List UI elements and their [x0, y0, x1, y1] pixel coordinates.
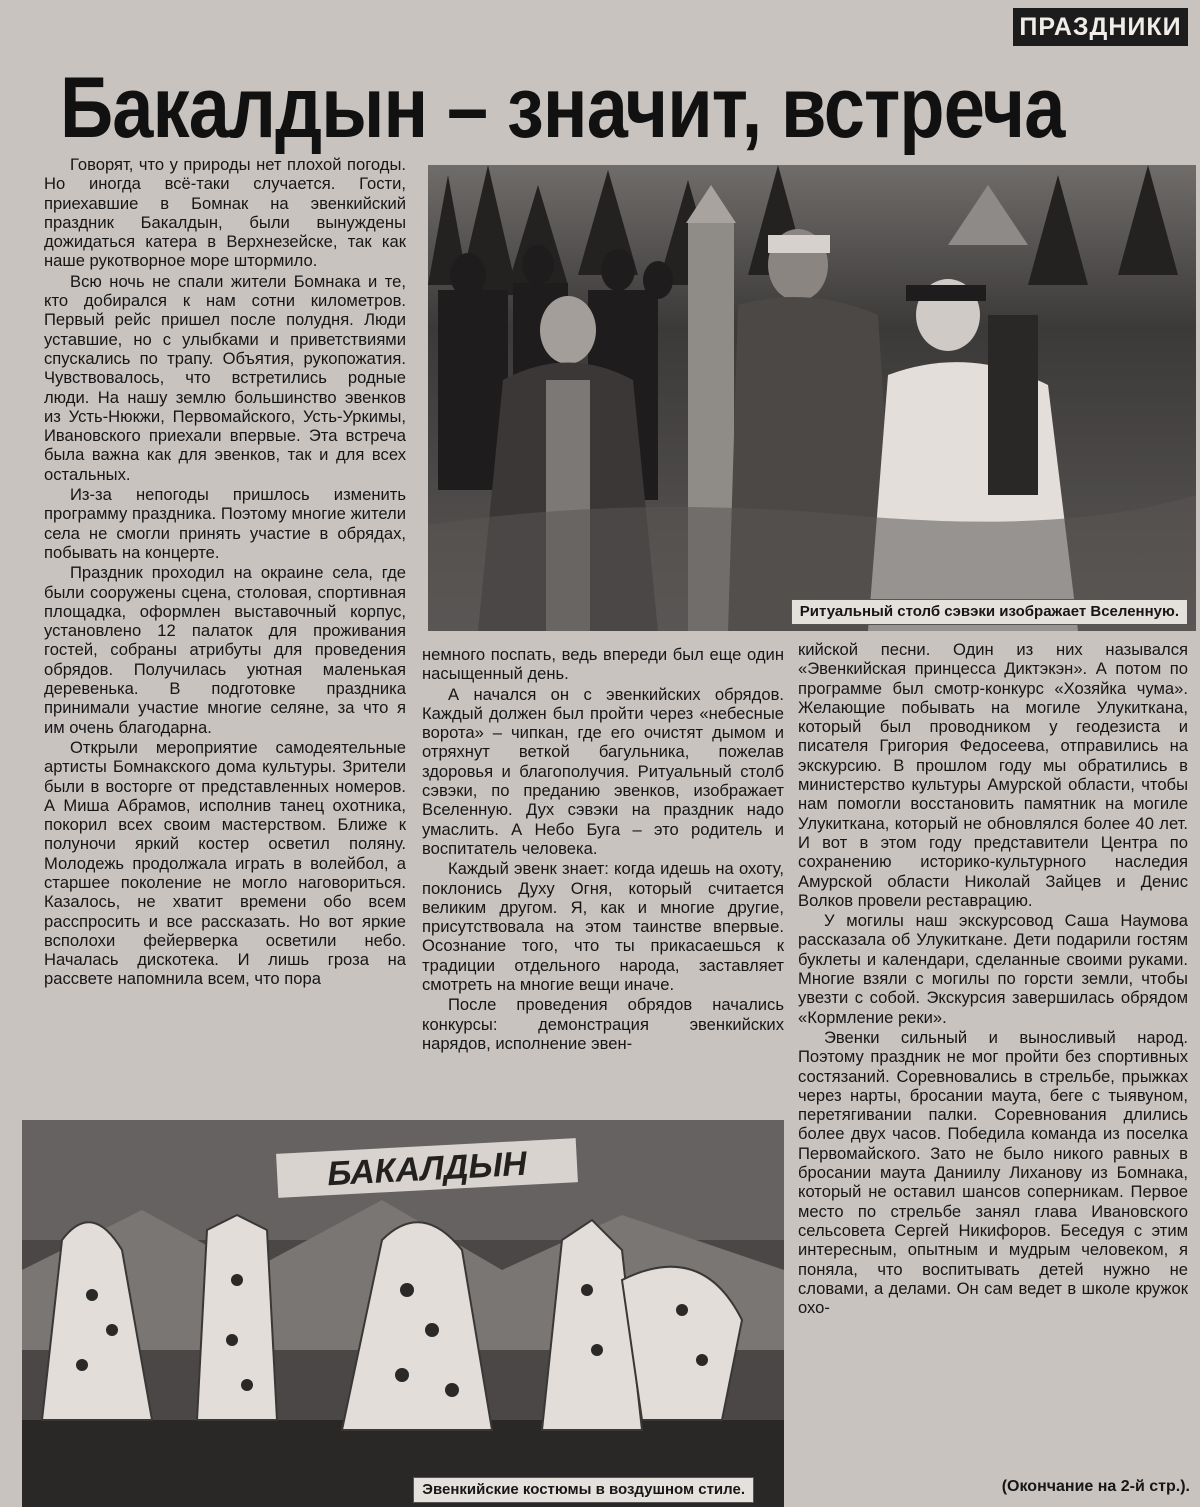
paragraph: После проведения обрядов начались конкурсы: демонстрация эвенкийских нарядов, исполнение эвен-: [422, 995, 784, 1053]
costumes-photo: [22, 1120, 784, 1507]
paragraph: У могилы наш экскурсовод Саша Наумова рассказала об Улукиткане. Дети подарили гостям буклеты и календари, сделанные своими руками. Многие взяли с могилы по горсти земли, чтобы увезти с собой. Экскурсия завершилась обрядом «Кормление реки».: [798, 911, 1188, 1027]
ritual-photo: [428, 165, 1196, 631]
section-rubric: ПРАЗДНИКИ: [1013, 8, 1188, 46]
photo-caption: Эвенкийские костюмы в воздушном стиле.: [413, 1477, 754, 1503]
paragraph: Из-за непогоды пришлось изменить программу праздника. Поэтому многие жители села не смогли принять участие в обрядах, побывать на концерте.: [44, 485, 406, 562]
text-column-2: [422, 645, 784, 1054]
paragraph: Говорят, что у природы нет плохой погоды. Но иногда всё-таки случается. Гости, приехавшие в Бомнак на эвенкийский праздник Бакалдын, были вынуждены дожидаться катера в Верхнезейске, так как наше рукотворное море штормило.: [44, 155, 406, 271]
article-headline: Бакалдын – значит, встреча: [60, 60, 1065, 156]
paragraph: Праздник проходил на окраине села, где были сооружены сцена, столовая, спортивная площадка, оформлен выставочный корпус, установлено 12 палаток для проживания гостей, собраны атрибуты для проведения обрядов. Получилась уютная маленькая деревенька. В подготовке праздника принимали участие многие селяне, за что я им очень благодарна.: [44, 563, 406, 737]
paragraph: Эвенки сильный и выносливый народ. Поэтому праздник не мог пройти без спортивных состязаний. Соревновались в стрельбе, прыжках через нарты, бросании маута, беге с тыявуном, перетягивании палки. Соревнования длились более двух часов. Победила команда из поселка Первомайского. Зато не было никого равных в бросании маута Даниилу Лиханову из Бомнака, который не оставил шансов соперникам. Первое место по стрельбе занял глава Ивановского сельсовета Сергей Никифоров. Беседуя с этим интересным, опытным и мудрым человеком, я поняла, что воспитывать детей нужно не словами, а делами. Он сам ведет в школе кружок охо-: [798, 1027, 1188, 1318]
paragraph: немного поспать, ведь впереди был еще один насыщенный день.: [422, 645, 784, 684]
continuation-note: (Окончание на 2-й стр.).: [1001, 1478, 1190, 1495]
paragraph: Каждый эвенк знает: когда идешь на охоту, поклонись Духу Огня, который считается великим другом. Я, как и многие другие, присутствовала на этом таинстве впервые. Осознание того, что ты прикасаешься к традиции отдельного народа, заставляет смотреть на многие вещи иначе.: [422, 859, 784, 995]
text-column-1: [44, 155, 406, 990]
paragraph: Всю ночь не спали жители Бомнака и те, кто добирался к нам сотни километров. Первый рейс пришел после полудня. Люди уставшие, но с улыбками и приветствиями спускались по трапу. Объятия, рукопожатия. Чувствовалось, что встретились родные люди. На нашу землю большинство эвенков из Усть-Нюкжи, Первомайского, Усть-Уркимы, Ивановского приехали впервые. Эта встреча была важна как для эвенков, так и для всех остальных.: [44, 271, 406, 484]
paragraph: Открыли мероприятие самодеятельные артисты Бомнакского дома культуры. Зрители были в восторге от представленных номеров. А Миша Абрамов, исполнив танец охотника, покорил всех своим мастерством. Ближе к полуночи яркий костер осветил поляну. Молодежь продолжала играть в волейбол, а старшее поколение не могло наговориться. Казалось, не хватит времени обо всем расспросить и все рассказать. Но вот яркие всполохи фейерверка осветили небо. Началась дискотека. И лишь гроза на рассвете напомнила всем, что пора: [44, 737, 406, 989]
paragraph: кийской песни. Один из них назывался «Эвенкийская принцесса Диктэкэн». А потом по программе был смотр-конкурс «Хозяйка чума». Желающие побывать на могиле Улукиткана, который был проводником у геодезиста и писателя Григория Федосеева, отправились на экскурсию. В прошлом году мы обратились в министерство культуры Амурской области, чтобы нам помогли восстановить памятник на могиле Улукиткана, который не обновлялся более 40 лет. И вот в этом году представители Центра по сохранению историко-культурного наследия Амурской области Николай Зайцев и Денис Волков провели реставрацию.: [798, 640, 1188, 910]
photo-caption: Ритуальный столб сэвэки изображает Вселенную.: [791, 599, 1188, 625]
stage-banner: БАКАЛДЫН: [326, 1144, 528, 1194]
stage-scene-illustration: [22, 1120, 784, 1507]
text-column-3: [798, 640, 1188, 1318]
ritual-scene-illustration: [428, 165, 1196, 631]
paragraph: А начался он с эвенкийских обрядов. Каждый должен был пройти через «небесные ворота» – чипкан, где его очистят дымом и отряхнут веткой багульника, пожелав здоровья и благополучия. Ритуальный столб сэвэки, по преданию эвенков, изображает Вселенную. Дух сэвэки на праздник надо умаслить. А Небо Буга – это родитель и воспитатель человека.: [422, 684, 784, 858]
